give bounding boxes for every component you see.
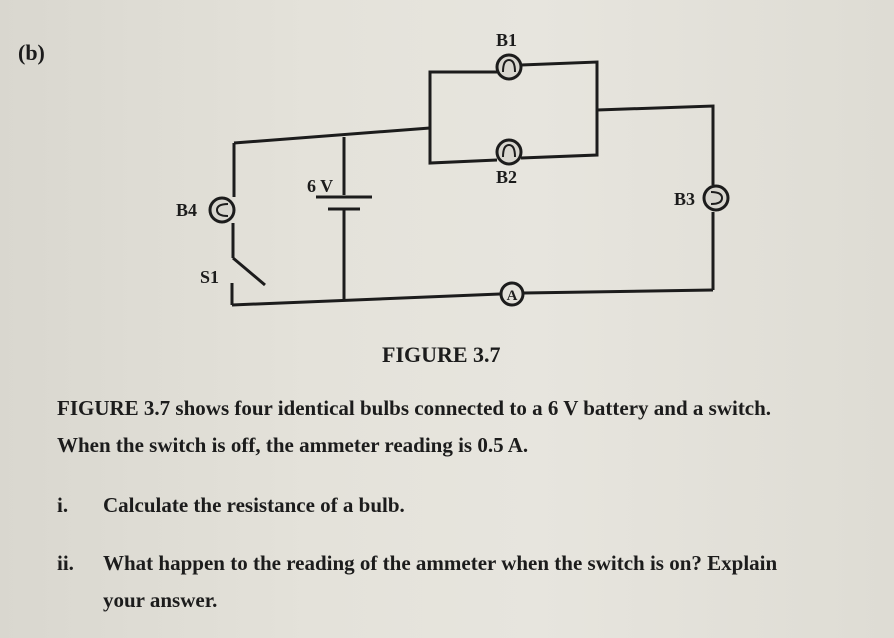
bulb-b3-icon [704, 186, 728, 210]
bulb-b1-icon [497, 55, 521, 79]
ammeter-label: A [506, 288, 518, 304]
figure-caption: FIGURE 3.7 [382, 342, 501, 367]
switch-s1-blade [233, 258, 265, 285]
intro-line-1: FIGURE 3.7 shows four identical bulbs connected to a 6 V battery and a switch. [57, 396, 772, 420]
question-i-text: Calculate the resistance of a bulb. [103, 493, 405, 517]
question-ii-number: ii. [57, 551, 74, 575]
wire-parallel-b1-right [521, 62, 597, 125]
label-b2: B2 [496, 167, 518, 187]
wire-top-right [597, 106, 713, 185]
label-battery: 6 V [307, 176, 334, 196]
question-ii [57, 545, 877, 619]
wire-parallel-b1 [430, 72, 497, 128]
label-b3: B3 [674, 189, 696, 209]
question-ii-text-continued: your answer. [103, 588, 218, 612]
bulb-b4-icon [210, 198, 234, 222]
wire-bottom-right [524, 290, 713, 293]
part-label: (b) [18, 40, 45, 65]
wire-parallel-b2-right [521, 125, 597, 158]
intro-line-2: When the switch is off, the ammeter reading is 0.5 A. [57, 433, 529, 457]
question-ii-text: What happen to the reading of the ammeter when the switch is on? Explain [103, 551, 778, 575]
wire-parallel-b2-left [430, 128, 497, 163]
bulb-b2-icon [497, 140, 521, 164]
wire-top-left [234, 128, 430, 143]
question-i-number: i. [57, 493, 69, 517]
label-b4: B4 [176, 200, 198, 220]
label-b1: B1 [496, 30, 518, 50]
question-i [57, 487, 877, 524]
intro-paragraph [57, 390, 877, 464]
label-s1: S1 [200, 267, 220, 287]
wire-bottom-left [232, 294, 500, 305]
